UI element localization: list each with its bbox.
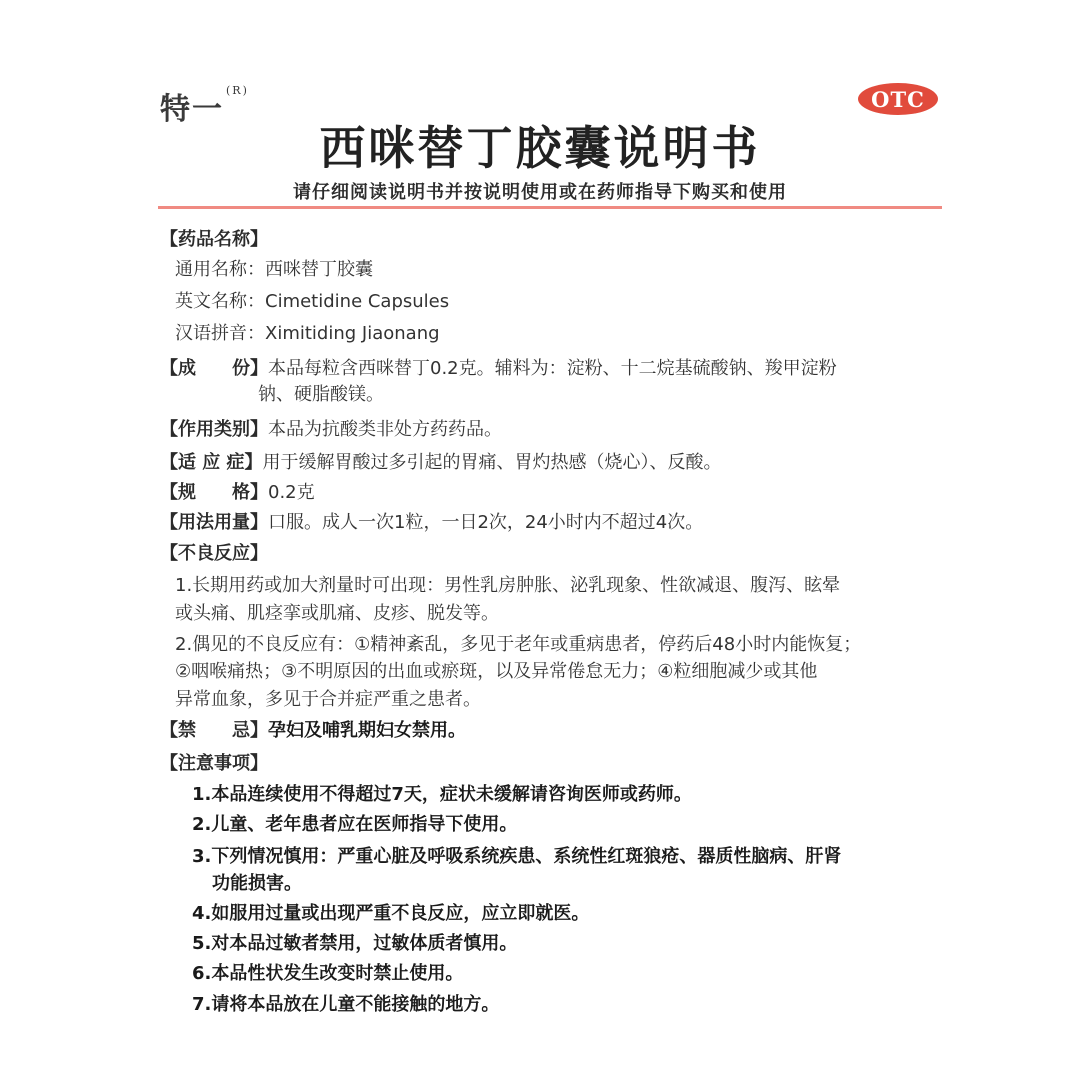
ingredients-text-cont: 钠、硬脂酸镁。 <box>258 384 384 405</box>
ingredients-text: 本品每粒含西咪替丁0.2克。辅料为：淀粉、十二烷基硫酸钠、羧甲淀粉 <box>268 358 837 379</box>
category-row <box>160 418 502 442</box>
indication-label: 【适 应 症】 <box>160 452 263 473</box>
adverse-line: 或头痛、肌痉挛或肌痛、皮疹、脱发等。 <box>175 603 499 624</box>
indication-text: 用于缓解胃酸过多引起的胃痛、胃灼热感（烧心）、反酸。 <box>262 452 722 473</box>
spec-row <box>160 481 315 505</box>
adverse-line: 2.偶见的不良反应有：①精神紊乱，多见于老年或重病患者，停药后48小时内能恢复； <box>175 634 862 655</box>
otc-badge: OTC <box>858 83 938 115</box>
precaution-item: 3.下列情况慎用：严重心脏及呼吸系统疾患、系统性红斑狼疮、器质性脑病、肝肾 <box>192 846 842 867</box>
dosage-row <box>160 511 703 535</box>
generic-name: 通用名称：西咪替丁胶囊 <box>175 259 373 280</box>
contraindication-text: 孕妇及哺乳期妇女禁用。 <box>268 720 466 741</box>
spec-label: 【规 格】 <box>160 482 268 503</box>
page-subtitle: 请仔细阅读说明书并按说明使用或在药师指导下购买和使用 <box>293 182 787 203</box>
divider-line <box>158 206 942 209</box>
dosage-label: 【用法用量】 <box>160 512 268 533</box>
precaution-item: 6.本品性状发生改变时禁止使用。 <box>192 963 464 984</box>
spec-text: 0.2克 <box>268 482 315 503</box>
category-text: 本品为抗酸类非处方药药品。 <box>268 419 502 440</box>
ingredients-row <box>160 357 837 381</box>
precaution-item: 1.本品连续使用不得超过7天，症状未缓解请咨询医师或药师。 <box>192 784 692 805</box>
adverse-line: 异常血象，多见于合并症严重之患者。 <box>175 689 481 710</box>
category-label: 【作用类别】 <box>160 419 268 440</box>
brand-logo: 特一$^{(R)}$ <box>160 84 249 127</box>
adverse-line: ②咽喉痛热；③不明原因的出血或瘀斑，以及异常倦怠无力；④粒细胞减少或其他 <box>175 661 818 682</box>
adverse-label: 【不良反应】 <box>160 543 268 564</box>
contraindication-row <box>160 719 466 743</box>
precautions-label: 【注意事项】 <box>160 753 268 774</box>
dosage-text: 口服。成人一次1粒，一日2次，24小时内不超过4次。 <box>268 512 704 533</box>
ingredients-label: 【成 份】 <box>160 358 268 379</box>
adverse-line: 1.长期用药或加大剂量时可出现：男性乳房肿胀、泌乳现象、性欲减退、腹泻、眩晕 <box>175 575 841 596</box>
pinyin-name: 汉语拼音：Ximitiding Jiaonang <box>175 323 440 344</box>
precaution-item: 5.对本品过敏者禁用，过敏体质者慎用。 <box>192 933 518 954</box>
english-name: 英文名称：Cimetidine Capsules <box>175 291 450 312</box>
name-section-label: 【药品名称】 <box>160 229 268 250</box>
precaution-item: 4.如服用过量或出现严重不良反应，应立即就医。 <box>192 903 590 924</box>
precaution-item: 功能损害。 <box>212 873 302 894</box>
precaution-item: 7.请将本品放在儿童不能接触的地方。 <box>192 994 500 1015</box>
page-title: 西咪替丁胶囊说明书 <box>319 121 761 175</box>
precaution-item: 2.儿童、老年患者应在医师指导下使用。 <box>192 814 518 835</box>
indication-row <box>160 451 722 475</box>
contraindication-label: 【禁 忌】 <box>160 720 268 741</box>
